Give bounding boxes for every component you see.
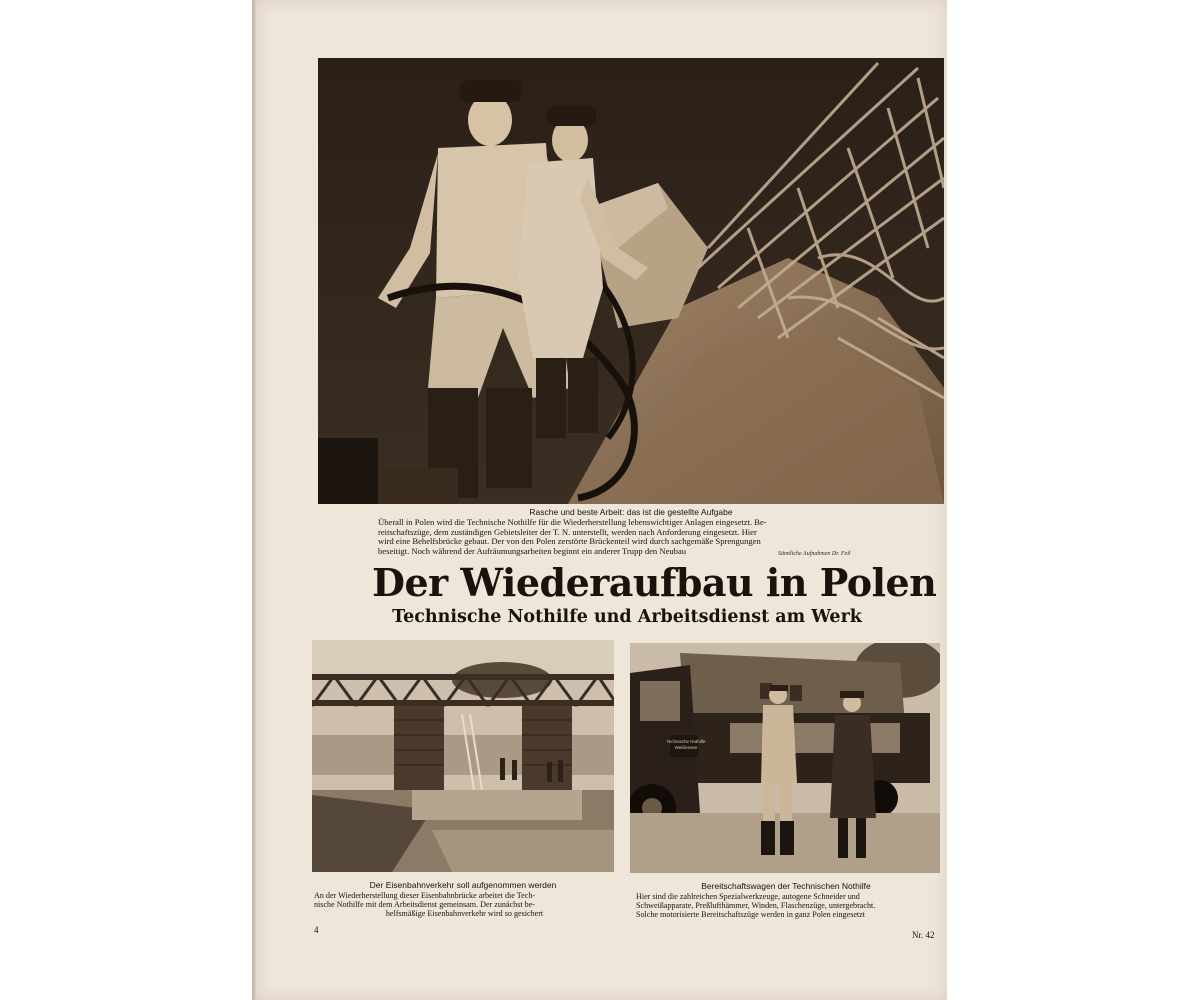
rescue-truck-illustration [630,643,940,873]
right-photo-caption-body [636,892,942,920]
truck-door-lettering [666,739,706,751]
caption-line: Hier sind die zahlreichen Spezialwerkzeuge, autogene Schneider und [636,892,860,901]
caption-line: nische Nothilfe mit dem Arbeitsdienst gemeinsam. Der zunächst be- [314,900,535,910]
caption-line: An der Wiederherstellung dieser Eisenbahnbrücke arbeitet die Tech- [314,891,536,900]
caption-line: reitschaftszüge, dem zuständigen Gebietsleiter der T. N. unterstellt, werden nach Anforderung eingesetzt. Hier [378,526,757,537]
top-photo-caption-title: Rasche und beste Arbeit: das ist die gestellte Aufgabe [529,507,733,517]
railway-bridge-illustration [312,640,614,872]
page-number: 4 [314,925,319,935]
caption-line: beseitigt. Noch während der Aufräumungsarbeiten beginnt ein anderer Trupp den Neubau [378,545,687,556]
caption-line: Überall in Polen wird die Technische Nothilfe für die Wiederherstellung lebenswichtiger Anlagen eingesetzt. Be- [378,517,767,527]
workers-demolition-illustration [318,58,944,504]
article-subheadline: Technische Nothilfe und Arbeitsdienst am Werk [392,607,862,627]
photo-railway-bridge [312,640,614,872]
right-photo-caption-title: Bereitschaftswagen der Technischen Nothilfe [701,881,871,891]
issue-number: Nr. 42 [912,930,935,940]
photo-workers-demolition [318,58,944,504]
photo-credit: Sämtliche Aufnahmen Dr. Feil [778,551,851,557]
caption-line: helfsmäßige Eisenbahnverkehr wird so gesichert [385,909,544,919]
truck-door-line: Technische Nothilfe [666,739,706,744]
photo-rescue-truck [630,643,940,873]
truck-door-line: Weißensee [674,745,698,750]
article-headline: Der Wiederaufbau in Polen [372,560,937,605]
left-photo-caption-title: Der Eisenbahnverkehr soll aufgenommen werden [369,880,557,890]
caption-line: Schweißapparate, Preßlufthämmer, Winden, Flaschenzüge, untergebracht. [636,901,876,911]
caption-line: Solche motorisierte Bereitschaftszüge werden in ganz Polen eingesetzt [636,910,866,920]
caption-line: wird eine Behelfsbrücke gebaut. Der von den Polen zerstörte Brückenteil wird durch sachgemäße Sprengungen [378,536,761,547]
left-photo-caption-body [314,891,615,919]
